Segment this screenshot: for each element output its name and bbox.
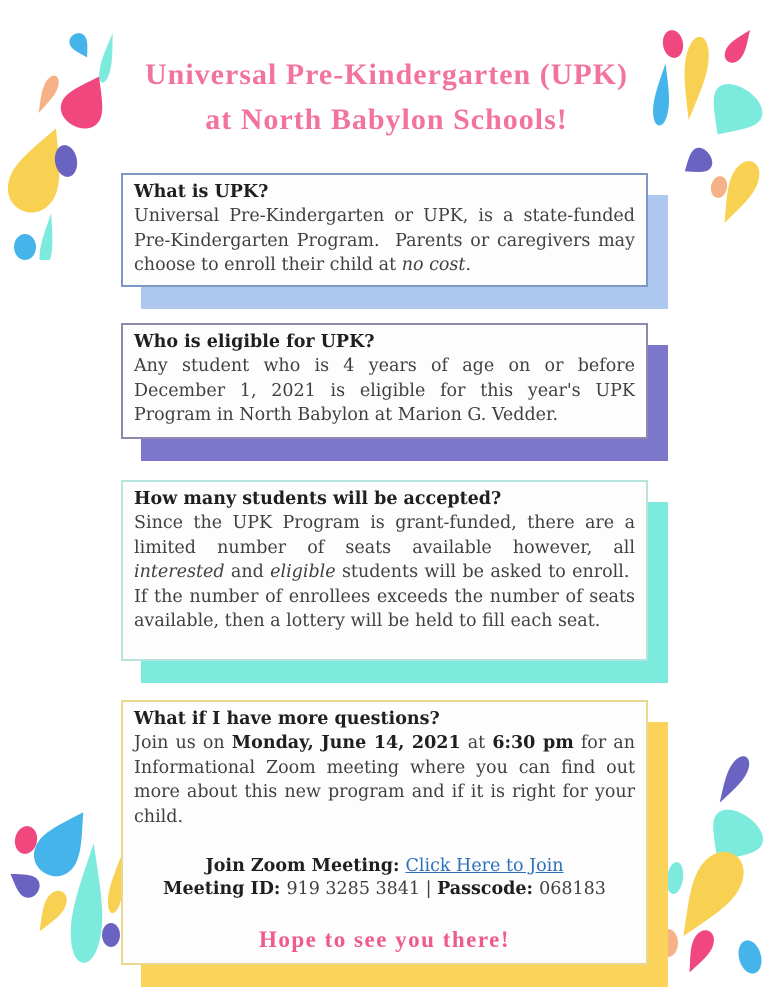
text-segment: . — [465, 255, 472, 275]
text-segment: eligible — [270, 562, 336, 582]
text-segment: Meeting ID: — [163, 879, 287, 899]
card-body — [134, 511, 635, 634]
card-body — [134, 731, 635, 829]
card-how-many-students — [121, 480, 648, 661]
text-segment: Passcode: — [437, 879, 540, 899]
closing-message: Hope to see you there! — [258, 927, 511, 952]
zoom-join-link[interactable]: Click Here to Join — [405, 856, 564, 876]
text-segment: Join Zoom Meeting: — [205, 856, 406, 876]
text-segment: interested — [134, 562, 225, 582]
paint-splash-cluster-bottom-left — [0, 790, 130, 990]
card-more-questions — [121, 700, 648, 965]
card-heading: Who is eligible for UPK? — [134, 332, 375, 352]
text-segment: students will be asked to enroll. If the number of enrollees exceeds the number of seats available, then a lottery will be held to fill each seat. — [134, 562, 635, 631]
zoom-join-line — [134, 855, 635, 878]
text-segment: for an Informational Zoom meeting where you can find out more about this new program and if it is right for your child. — [134, 733, 636, 827]
card-who-is-eligible — [121, 323, 648, 439]
text-segment: Any student who is 4 years of age on or before December 1, 2021 is eligible for this year's UPK Program in North Babylon at Marion G. Vedder. — [134, 356, 635, 425]
card-heading: What if I have more questions? — [134, 709, 440, 729]
text-segment: Since the UPK Program is grant-funded, there are a limited number of seats available however, all — [134, 513, 635, 558]
page-title — [0, 52, 773, 142]
text-segment: and — [224, 562, 271, 582]
text-segment: Join us on — [134, 733, 232, 753]
card-body — [134, 354, 635, 428]
card-what-is-upk — [121, 173, 648, 287]
page-title-line-1: Universal Pre-Kindergarten (UPK) — [144, 58, 628, 91]
text-segment: 6:30 pm — [492, 733, 574, 753]
card-body — [134, 204, 635, 278]
text-segment: at — [460, 733, 493, 753]
text-segment: Universal Pre-Kindergarten or UPK, is a state-funded Pre-Kindergarten Program. Parents or caregivers may choose to enroll their child at — [134, 206, 635, 275]
meeting-id-line — [134, 878, 635, 901]
card-heading: What is UPK? — [134, 182, 269, 202]
paint-splash-cluster-bottom-right — [645, 740, 773, 1000]
text-segment: 919 3285 3841 | — [286, 879, 438, 899]
text-segment: no cost — [401, 255, 466, 275]
page-title-line-2: at North Babylon Schools! — [205, 103, 568, 136]
card-heading: How many students will be accepted? — [134, 489, 502, 509]
text-segment: Monday, June 14, 2021 — [231, 733, 461, 753]
text-segment: 068183 — [539, 879, 606, 899]
